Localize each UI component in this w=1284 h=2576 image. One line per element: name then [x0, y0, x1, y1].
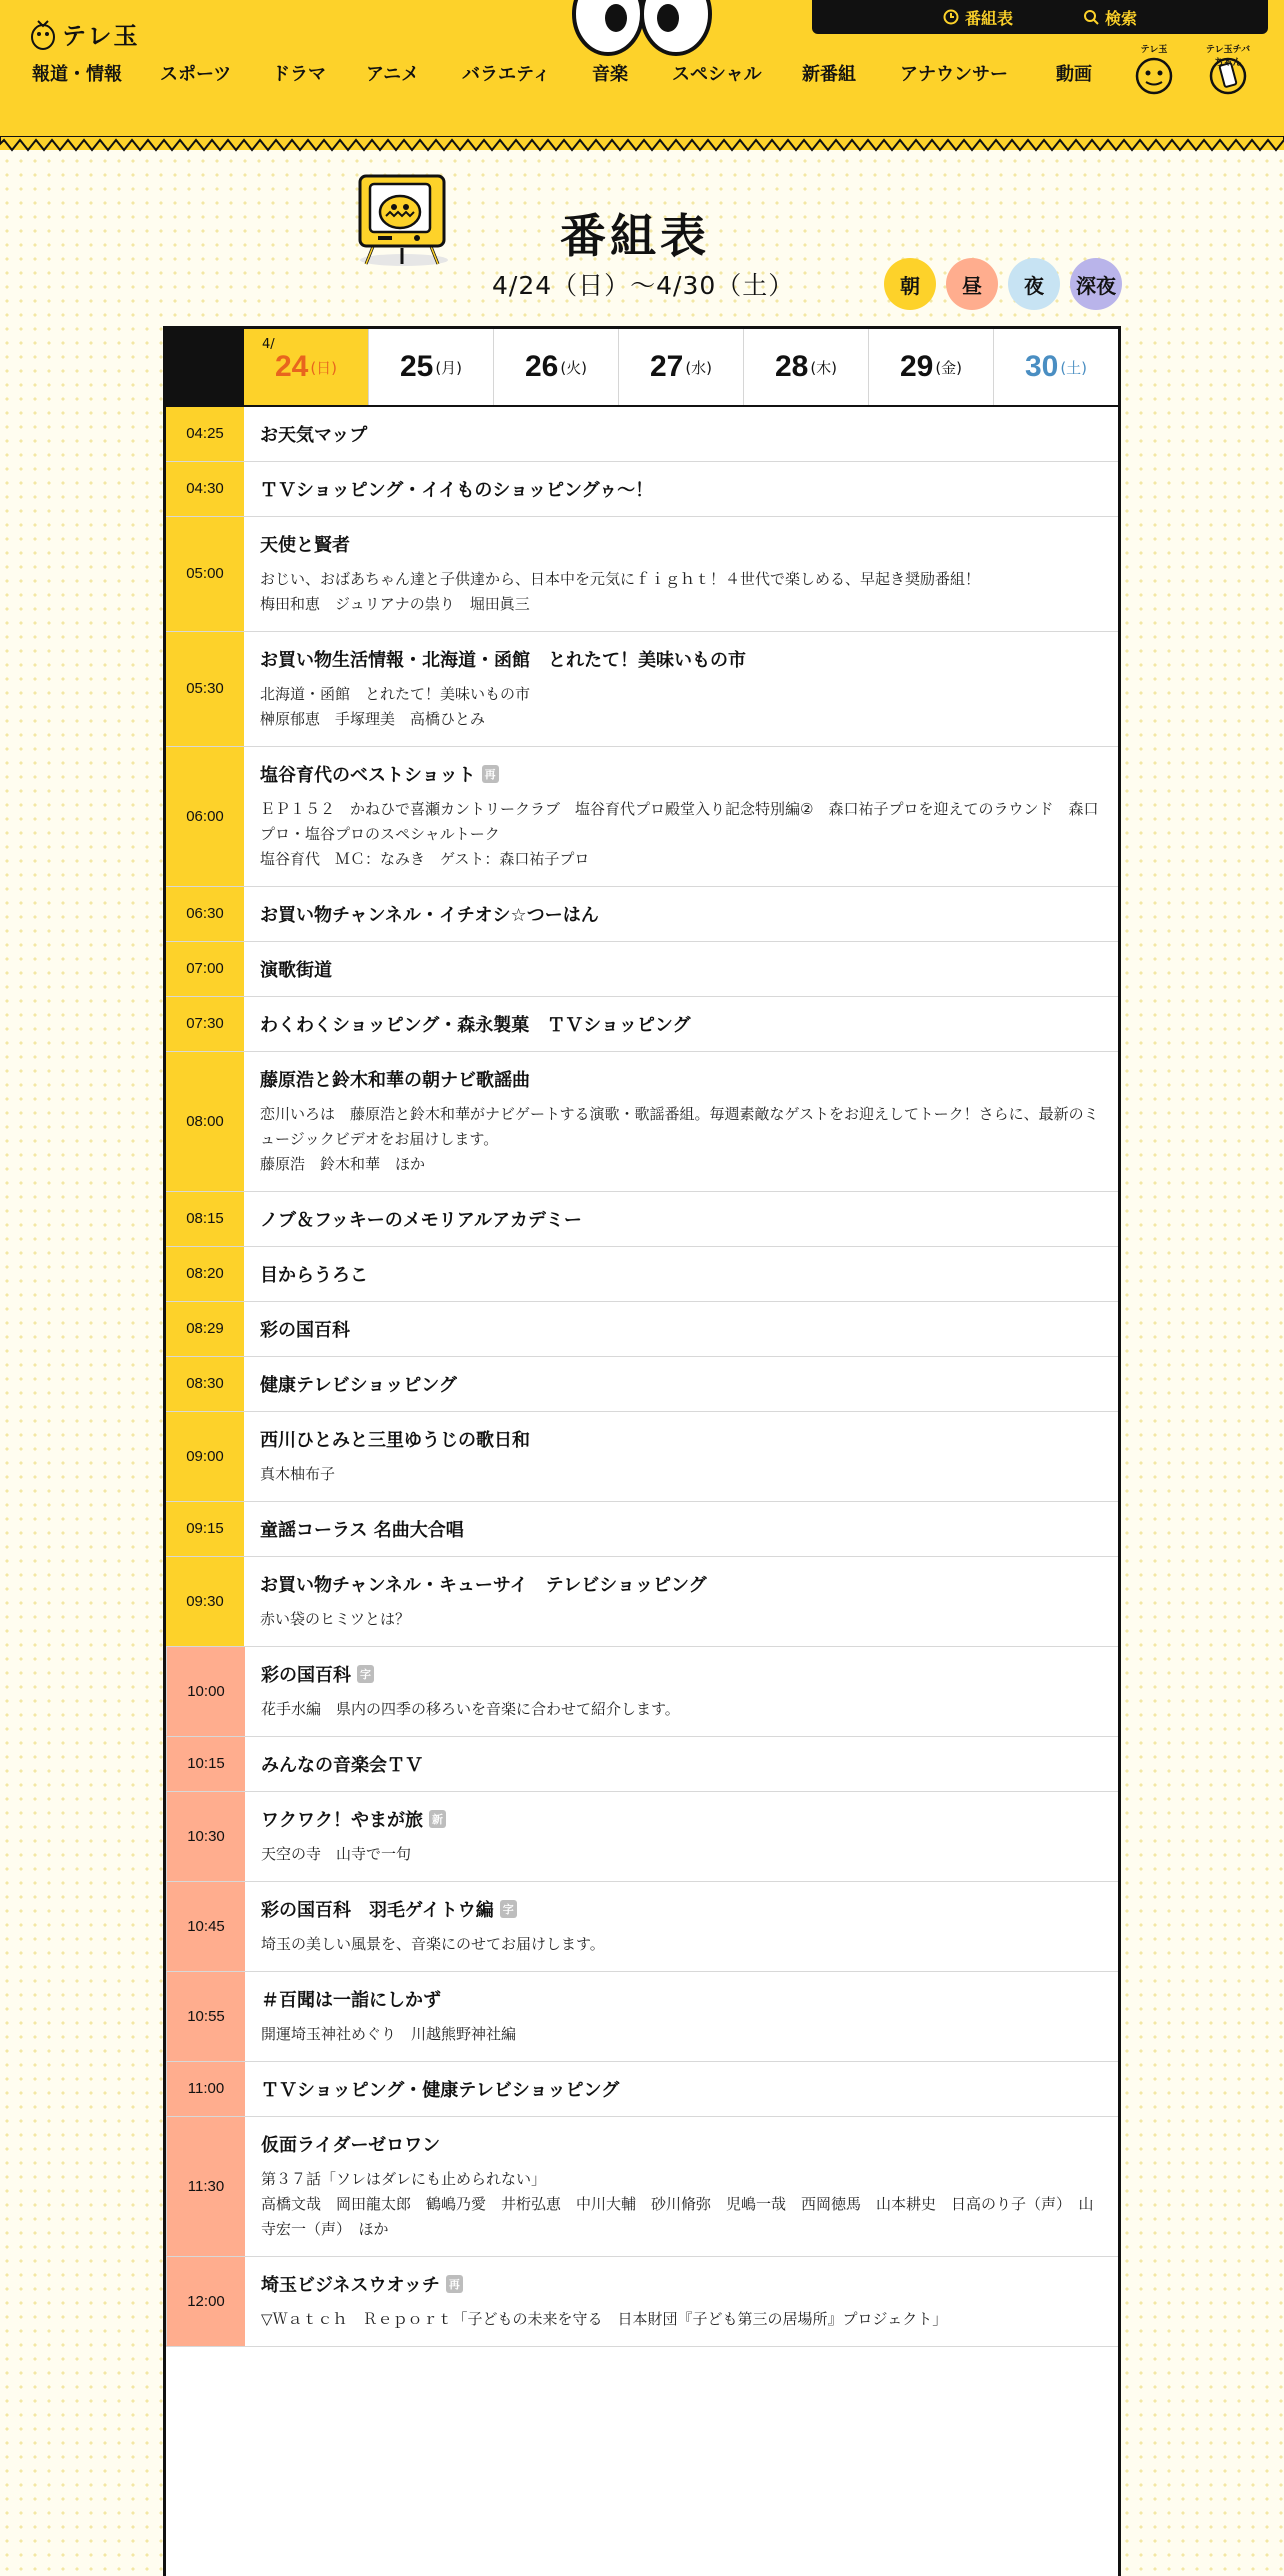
program-details	[244, 1412, 1118, 1501]
program-title-text: ノブ＆フッキーのメモリアルアカデミー	[260, 1210, 582, 1231]
program-details	[244, 1357, 1118, 1411]
program-start-time: 05:00	[166, 517, 244, 631]
day-tabs	[166, 329, 1118, 407]
jump-late-night-button[interactable]: 深夜	[1070, 258, 1122, 310]
program-title-text: みんなの音楽会ＴＶ	[261, 1755, 423, 1776]
program-start-time: 10:00	[166, 1647, 245, 1736]
program-title-text: 彩の国百科	[261, 1665, 351, 1686]
search-link[interactable]	[1083, 6, 1137, 29]
program-title-text: 健康テレビショッピング	[260, 1375, 457, 1396]
program-title-text: 埼玉ビジネスウオッチ	[261, 2275, 440, 2296]
teletama-mascot-caption: テレ玉	[1140, 45, 1168, 55]
program-badge: 字	[357, 1665, 374, 1683]
program-title[interactable]	[261, 2131, 1102, 2157]
top-utility-bar	[812, 0, 1268, 34]
program-start-time: 08:29	[166, 1302, 244, 1356]
mascot-eyes-icon	[566, 0, 716, 56]
program-row[interactable]	[166, 1882, 1118, 1972]
program-start-time: 10:45	[166, 1882, 245, 1971]
program-details	[244, 997, 1118, 1051]
program-description	[260, 1462, 1102, 1487]
program-start-time: 08:00	[166, 1052, 244, 1191]
program-details	[244, 1192, 1118, 1246]
program-details	[244, 747, 1118, 886]
search-icon	[1083, 9, 1099, 25]
teletama-chiba-link[interactable]	[1202, 46, 1254, 98]
program-details	[244, 1502, 1118, 1556]
program-title[interactable]	[261, 1661, 1102, 1687]
clock-icon	[943, 9, 959, 25]
program-details	[244, 462, 1118, 516]
program-title-text: 仮面ライダーゼロワン	[261, 2135, 441, 2156]
program-description-line: 天空の寺 山寺で一句	[261, 1845, 412, 1863]
program-title[interactable]	[261, 1896, 1102, 1922]
program-title[interactable]	[260, 421, 1102, 447]
program-details	[245, 1647, 1118, 1736]
program-details	[244, 1247, 1118, 1301]
program-row[interactable]	[166, 887, 1118, 942]
day-tab-weekday: (金)	[935, 358, 963, 377]
day-tab-date: 29	[899, 350, 934, 383]
program-title-text: 西川ひとみと三里ゆうじの歌日和	[260, 1430, 530, 1451]
nav-anime[interactable]: アニメ	[366, 64, 420, 85]
program-details	[245, 1737, 1118, 1791]
nav-news[interactable]: 報道・情報	[32, 64, 122, 85]
nav-variety[interactable]: バラエティ	[462, 64, 551, 85]
program-description-line: 花手水編 県内の四季の移ろいを音楽に合わせて紹介します。	[261, 1700, 680, 1718]
program-description-line: 開運埼玉神社めぐり 川越熊野神社編	[261, 2025, 517, 2043]
nav-special[interactable]: スペシャル	[672, 64, 762, 85]
program-description-line: 榊原郁恵 手塚理美 高橋ひとみ	[260, 710, 486, 728]
program-title-text: ＴＶショッピング・健康テレビショッピング	[261, 2080, 620, 2101]
program-title[interactable]	[260, 646, 1102, 672]
program-title[interactable]	[260, 1516, 1102, 1542]
program-description	[260, 1607, 1102, 1632]
program-title[interactable]	[260, 1261, 1102, 1287]
program-details	[245, 2257, 1118, 2346]
program-row[interactable]	[166, 1792, 1118, 1882]
program-row[interactable]	[166, 1557, 1118, 1647]
program-start-time: 04:30	[166, 462, 244, 516]
program-row[interactable]	[166, 2257, 1118, 2347]
program-start-time: 11:00	[166, 2062, 245, 2116]
day-tab-date: 27	[649, 350, 684, 383]
program-title-text: お買い物チャンネル・キューサイ テレビショッピング	[260, 1575, 707, 1596]
program-details	[244, 517, 1118, 631]
program-description	[261, 1697, 1102, 1722]
program-title-text: お買い物生活情報・北海道・函館 とれたて！美味いもの市	[260, 650, 746, 671]
program-details	[244, 1052, 1118, 1191]
program-start-time: 07:30	[166, 997, 244, 1051]
program-row[interactable]	[166, 1647, 1118, 1737]
program-start-time: 06:00	[166, 747, 244, 886]
day-tab-weekday: (土)	[1060, 358, 1088, 377]
program-title-text: 演歌街道	[260, 960, 332, 981]
program-title-text: ＃百聞は一詣にしかず	[261, 1990, 441, 2011]
day-tab-24[interactable]	[244, 329, 368, 405]
program-badge: 再	[446, 2275, 463, 2293]
program-title[interactable]	[260, 761, 1102, 787]
program-title[interactable]	[260, 531, 1102, 557]
day-tab-weekday: (月)	[435, 358, 463, 377]
tv-mascot-illustration	[352, 168, 452, 268]
program-badge: 再	[482, 765, 499, 783]
day-header-corner	[166, 329, 244, 405]
jump-morning-button[interactable]: 朝	[884, 258, 936, 310]
program-description	[261, 2167, 1102, 2242]
program-details	[244, 1557, 1118, 1646]
program-start-time: 11:30	[166, 2117, 245, 2256]
program-description-line: 赤い袋のヒミツとは？	[260, 1610, 411, 1628]
program-title-text: ワクワク！やまが旅	[261, 1810, 423, 1831]
program-details	[245, 2062, 1118, 2116]
program-description-line: 真木柚布子	[260, 1465, 336, 1483]
program-row[interactable]	[166, 1412, 1118, 1502]
program-description	[260, 797, 1102, 872]
program-title-text: わくわくショッピング・森永製菓 ＴＶショッピング	[260, 1015, 691, 1036]
program-description	[260, 567, 1102, 617]
program-start-time: 09:15	[166, 1502, 244, 1556]
program-title[interactable]	[260, 1206, 1102, 1232]
program-start-time: 10:55	[166, 1972, 245, 2061]
program-badge: 新	[429, 1810, 446, 1828]
program-start-time: 08:30	[166, 1357, 244, 1411]
program-description-line: おじい、おばあちゃん達と子供達から、日本中を元気にｆｉｇｈｔ！４世代で楽しめる、早起き奨励番組！	[260, 570, 981, 588]
program-title[interactable]	[260, 1066, 1102, 1092]
program-title-text: 童謡コーラス 名曲大合唱	[260, 1520, 464, 1541]
program-details	[244, 1302, 1118, 1356]
site-header	[0, 0, 1284, 150]
day-tab-26[interactable]	[493, 329, 618, 405]
day-tab-date: 28	[774, 350, 809, 383]
day-tab-25[interactable]	[368, 329, 493, 405]
program-row[interactable]	[166, 632, 1118, 747]
site-logo[interactable]	[30, 16, 140, 51]
program-title[interactable]	[260, 1571, 1102, 1597]
program-title[interactable]	[260, 1316, 1102, 1342]
program-title-text: 塩谷育代のベストショット	[260, 765, 476, 786]
time-of-day-jump-buttons	[884, 258, 1122, 310]
program-description-line: 第３７話「ソレはダレにも止められない」	[261, 2170, 547, 2188]
program-description	[260, 1102, 1102, 1177]
program-row[interactable]	[166, 517, 1118, 632]
program-description	[261, 2022, 1102, 2047]
schedule-link[interactable]	[943, 6, 1013, 29]
program-title[interactable]	[261, 1751, 1102, 1777]
day-tab-date: 25	[399, 350, 434, 383]
program-title-text: お天気マップ	[260, 425, 368, 446]
program-title[interactable]	[260, 476, 1102, 502]
program-details	[244, 887, 1118, 941]
program-details	[244, 632, 1118, 746]
teletama-chiba-caption: テレ玉チバちゃん	[1205, 45, 1251, 68]
search-link-label: 検索	[1105, 8, 1138, 28]
program-row[interactable]	[166, 997, 1118, 1052]
program-title[interactable]	[260, 1426, 1102, 1452]
program-start-time: 06:30	[166, 887, 244, 941]
program-start-time: 10:30	[166, 1792, 245, 1881]
program-details	[245, 2117, 1118, 2256]
program-title-text: 天使と賢者	[260, 535, 350, 556]
program-start-time: 08:20	[166, 1247, 244, 1301]
program-badge: 字	[500, 1900, 517, 1918]
program-title-text: お買い物チャンネル・イチオシ☆つーはん	[260, 905, 599, 926]
day-tab-28[interactable]	[743, 329, 868, 405]
logo-text: テレ玉	[62, 22, 140, 50]
program-row[interactable]	[166, 2062, 1118, 2117]
nav-drama[interactable]: ドラマ	[272, 64, 326, 85]
day-tab-date: 24	[274, 350, 309, 383]
program-title-text: ＴＶショッピング・イイものショッピングゥ～！	[260, 480, 654, 501]
program-row[interactable]	[166, 1357, 1118, 1412]
program-title[interactable]	[260, 901, 1102, 927]
nav-videos[interactable]: 動画	[1056, 64, 1092, 85]
day-tab-29[interactable]	[868, 329, 993, 405]
program-title-text: 藤原浩と鈴木和華の朝ナビ歌謡曲	[260, 1070, 530, 1091]
program-row[interactable]	[166, 1052, 1118, 1192]
program-description-line: ▽Ｗａｔｃｈ Ｒｅｐｏｒｔ「子どもの未来を守る 日本財団『子ども第三の居場所』プロジェクト」	[261, 2310, 948, 2328]
program-description	[260, 682, 1102, 732]
mascot-logo-icon	[30, 17, 56, 51]
day-tab-weekday: (日)	[310, 358, 338, 377]
program-list	[166, 407, 1118, 2347]
day-tab-27[interactable]	[618, 329, 743, 405]
week-date-range: 4/24（日）〜4/30（土）	[492, 271, 795, 300]
program-row[interactable]	[166, 2117, 1118, 2257]
program-start-time: 05:30	[166, 632, 244, 746]
day-tab-date: 30	[1024, 350, 1059, 383]
day-tab-month: 4/	[262, 337, 275, 352]
program-description	[261, 1932, 1102, 1957]
program-row[interactable]	[166, 1972, 1118, 2062]
day-tab-date: 26	[524, 350, 559, 383]
jump-night-button[interactable]: 夜	[1008, 258, 1060, 310]
program-title[interactable]	[261, 2271, 1102, 2297]
program-description	[261, 1842, 1102, 1867]
program-details	[244, 407, 1118, 461]
program-start-time: 12:00	[166, 2257, 245, 2346]
program-description-line: 塩谷育代 ＭＣ：なみき ゲスト：森口祐子プロ	[260, 850, 590, 868]
program-description-line: 藤原浩 鈴木和華 ほか	[260, 1155, 426, 1173]
program-description	[261, 2307, 1102, 2332]
program-title[interactable]	[261, 1806, 1102, 1832]
nav-music[interactable]: 音楽	[592, 64, 628, 85]
program-description-line: 梅田和恵 ジュリアナの祟り 堀田眞三	[260, 595, 530, 613]
jump-daytime-button[interactable]: 昼	[946, 258, 998, 310]
program-row[interactable]	[166, 1302, 1118, 1357]
program-row[interactable]	[166, 747, 1118, 887]
program-start-time: 08:15	[166, 1192, 244, 1246]
program-start-time: 10:15	[166, 1737, 245, 1791]
page-title: 番組表	[560, 209, 710, 263]
program-description-line: 高橋文哉 岡田龍太郎 鶴嶋乃愛 井桁弘恵 中川大輔 砂川脩弥 児嶋一哉 西岡徳馬 山本耕史 日高のり子（声） 山寺宏一（声） ほか	[261, 2195, 1094, 2238]
teletama-mascot-link[interactable]	[1128, 46, 1180, 98]
day-tab-30[interactable]	[993, 329, 1118, 405]
schedule-link-label: 番組表	[964, 8, 1013, 28]
program-description-line: 恋川いろは 藤原浩と鈴木和華がナビゲートする演歌・歌謡番組。毎週素敵なゲストをお迎えしてトーク！さらに、最新のミュージックビデオをお届けします。	[260, 1105, 1099, 1148]
program-row[interactable]	[166, 462, 1118, 517]
program-details	[245, 1882, 1118, 1971]
nav-sports[interactable]: スポーツ	[160, 64, 232, 85]
program-title[interactable]	[260, 956, 1102, 982]
program-details	[245, 1972, 1118, 2061]
nav-new-programs[interactable]: 新番組	[802, 64, 856, 85]
program-details	[244, 942, 1118, 996]
program-title[interactable]	[260, 1371, 1102, 1397]
header-zigzag-edge	[0, 136, 1284, 152]
program-row[interactable]	[166, 1737, 1118, 1792]
program-row[interactable]	[166, 1247, 1118, 1302]
program-start-time: 09:30	[166, 1557, 244, 1646]
program-details	[245, 1792, 1118, 1881]
program-title[interactable]	[261, 1986, 1102, 2012]
program-start-time: 09:00	[166, 1412, 244, 1501]
program-schedule-table	[163, 326, 1121, 2576]
day-tab-weekday: (水)	[685, 358, 713, 377]
program-title[interactable]	[260, 1011, 1102, 1037]
program-description-line: ＥＰ１５２ かねひで喜瀬カントリークラブ 塩谷育代プロ殿堂入り記念特別編② 森口祐子プロを迎えてのラウンド 森口プロ・塩谷プロのスペシャルトーク	[260, 800, 1099, 843]
program-title[interactable]	[261, 2076, 1102, 2102]
program-start-time: 04:25	[166, 407, 244, 461]
day-tab-weekday: (火)	[560, 358, 588, 377]
program-row[interactable]	[166, 407, 1118, 462]
program-row[interactable]	[166, 942, 1118, 997]
program-title-text: 彩の国百科 羽毛ゲイトウ編	[261, 1900, 494, 1921]
program-start-time: 07:00	[166, 942, 244, 996]
program-row[interactable]	[166, 1192, 1118, 1247]
day-tab-weekday: (木)	[810, 358, 838, 377]
program-description-line: 北海道・函館 とれたて！美味いもの市	[260, 685, 531, 703]
program-title-text: 目からうろこ	[260, 1265, 368, 1286]
nav-announcers[interactable]: アナウンサー	[900, 64, 1008, 85]
program-description-line: 埼玉の美しい風景を、音楽にのせてお届けします。	[261, 1935, 605, 1953]
program-row[interactable]	[166, 1502, 1118, 1557]
program-title-text: 彩の国百科	[260, 1320, 350, 1341]
